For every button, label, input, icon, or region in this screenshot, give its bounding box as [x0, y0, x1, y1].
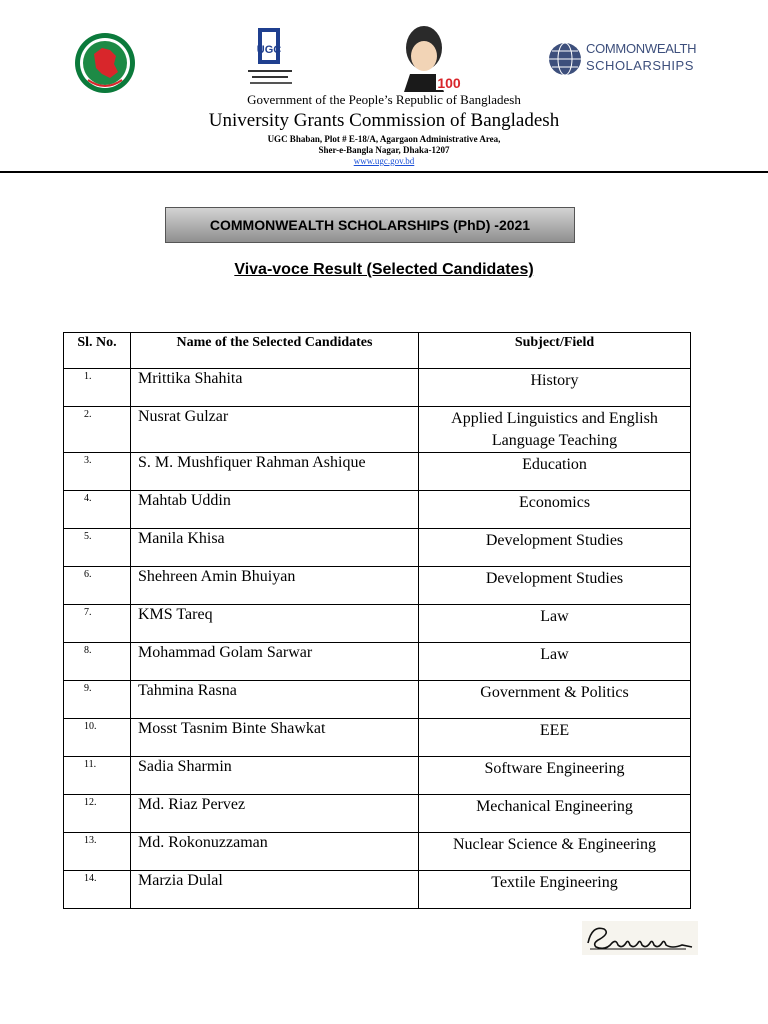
- cell-sl: 3.: [64, 453, 131, 491]
- cell-subject: Development Studies: [419, 529, 691, 567]
- cell-subject: Mechanical Engineering: [419, 795, 691, 833]
- cell-name: Nusrat Gulzar: [131, 407, 419, 453]
- table-row: [64, 567, 691, 605]
- cell-sl: 13.: [64, 833, 131, 871]
- gov-line: Government of the People’s Republic of Bangladesh: [247, 92, 521, 107]
- address-line-2: Sher-e-Bangla Nagar, Dhaka-1207: [318, 145, 450, 155]
- cell-name: Tahmina Rasna: [131, 681, 419, 719]
- cell-name: Marzia Dulal: [131, 871, 419, 909]
- table-row: [64, 719, 691, 757]
- cell-subject: Economics: [419, 491, 691, 529]
- commonwealth-scholarships-logo: [548, 34, 697, 86]
- globe-icon: [548, 36, 582, 82]
- mujib-logo-text: 100: [437, 75, 461, 91]
- table-header-row: [64, 333, 691, 369]
- cell-sl: 6.: [64, 567, 131, 605]
- table-row: [64, 407, 691, 453]
- cw-logo-line1: COMMONWEALTH: [586, 41, 697, 56]
- signature-icon: [582, 921, 698, 955]
- cell-sl: 4.: [64, 491, 131, 529]
- cell-sl: 9.: [64, 681, 131, 719]
- cell-subject: Government & Politics: [419, 681, 691, 719]
- cw-logo-line2: SCHOLARSHIPS: [586, 58, 694, 73]
- cell-name: Mosst Tasnim Binte Shawkat: [131, 719, 419, 757]
- cell-name: Md. Riaz Pervez: [131, 795, 419, 833]
- bangladesh-govt-seal-icon: [74, 32, 136, 94]
- header-sl-no: Sl. No.: [64, 333, 131, 369]
- table-row: [64, 605, 691, 643]
- table-row: [64, 643, 691, 681]
- table-row: [64, 833, 691, 871]
- cell-subject: Nuclear Science & Engineering: [419, 833, 691, 871]
- table-row: [64, 681, 691, 719]
- cell-subject: Law: [419, 643, 691, 681]
- ugc-logo-icon: [246, 26, 316, 92]
- cell-subject: History: [419, 369, 691, 407]
- table-row: [64, 369, 691, 407]
- cell-sl: 8.: [64, 643, 131, 681]
- scholarship-banner: COMMONWEALTH SCHOLARSHIPS (PhD) -2021: [165, 207, 575, 243]
- address-line-1: UGC Bhaban, Plot # E-18/A, Agargaon Administrative Area,: [267, 134, 501, 144]
- table-row: [64, 757, 691, 795]
- cell-subject: Law: [419, 605, 691, 643]
- cell-sl: 12.: [64, 795, 131, 833]
- org-name: University Grants Commission of Bangladesh: [208, 110, 560, 131]
- website-link[interactable]: www.ugc.gov.bd: [353, 156, 415, 166]
- table-row: [64, 795, 691, 833]
- cell-name: Mrittika Shahita: [131, 369, 419, 407]
- cell-name: S. M. Mushfiquer Rahman Ashique: [131, 453, 419, 491]
- ugc-logo-text: UGC: [256, 44, 282, 56]
- cell-subject: Applied Linguistics and English Language Teaching: [419, 407, 691, 453]
- table-row: [64, 871, 691, 909]
- mujib-centenary-logo-icon: [396, 22, 464, 94]
- cell-subject: EEE: [419, 719, 691, 757]
- cell-subject: Education: [419, 453, 691, 491]
- cell-sl: 2.: [64, 407, 131, 453]
- results-table: [63, 332, 691, 909]
- header-subject: Subject/Field: [419, 333, 691, 369]
- cell-sl: 1.: [64, 369, 131, 407]
- cell-sl: 5.: [64, 529, 131, 567]
- cell-sl: 14.: [64, 871, 131, 909]
- subtitle-text: Viva-voce Result (Selected Candidates): [234, 261, 534, 278]
- table-row: [64, 491, 691, 529]
- cell-name: KMS Tareq: [131, 605, 419, 643]
- page-subtitle: [0, 261, 768, 279]
- cell-name: Md. Rokonuzzaman: [131, 833, 419, 871]
- cell-name: Sadia Sharmin: [131, 757, 419, 795]
- header-name: Name of the Selected Candidates: [131, 333, 419, 369]
- header-divider: [0, 171, 768, 173]
- table-row: [64, 453, 691, 491]
- cell-name: Mohammad Golam Sarwar: [131, 643, 419, 681]
- cell-sl: 7.: [64, 605, 131, 643]
- cell-subject: Textile Engineering: [419, 871, 691, 909]
- cell-sl: 10.: [64, 719, 131, 757]
- cell-sl: 11.: [64, 757, 131, 795]
- cell-subject: Software Engineering: [419, 757, 691, 795]
- table-row: [64, 529, 691, 567]
- cell-name: Manila Khisa: [131, 529, 419, 567]
- cell-name: Shehreen Amin Bhuiyan: [131, 567, 419, 605]
- cell-subject: Development Studies: [419, 567, 691, 605]
- cell-name: Mahtab Uddin: [131, 491, 419, 529]
